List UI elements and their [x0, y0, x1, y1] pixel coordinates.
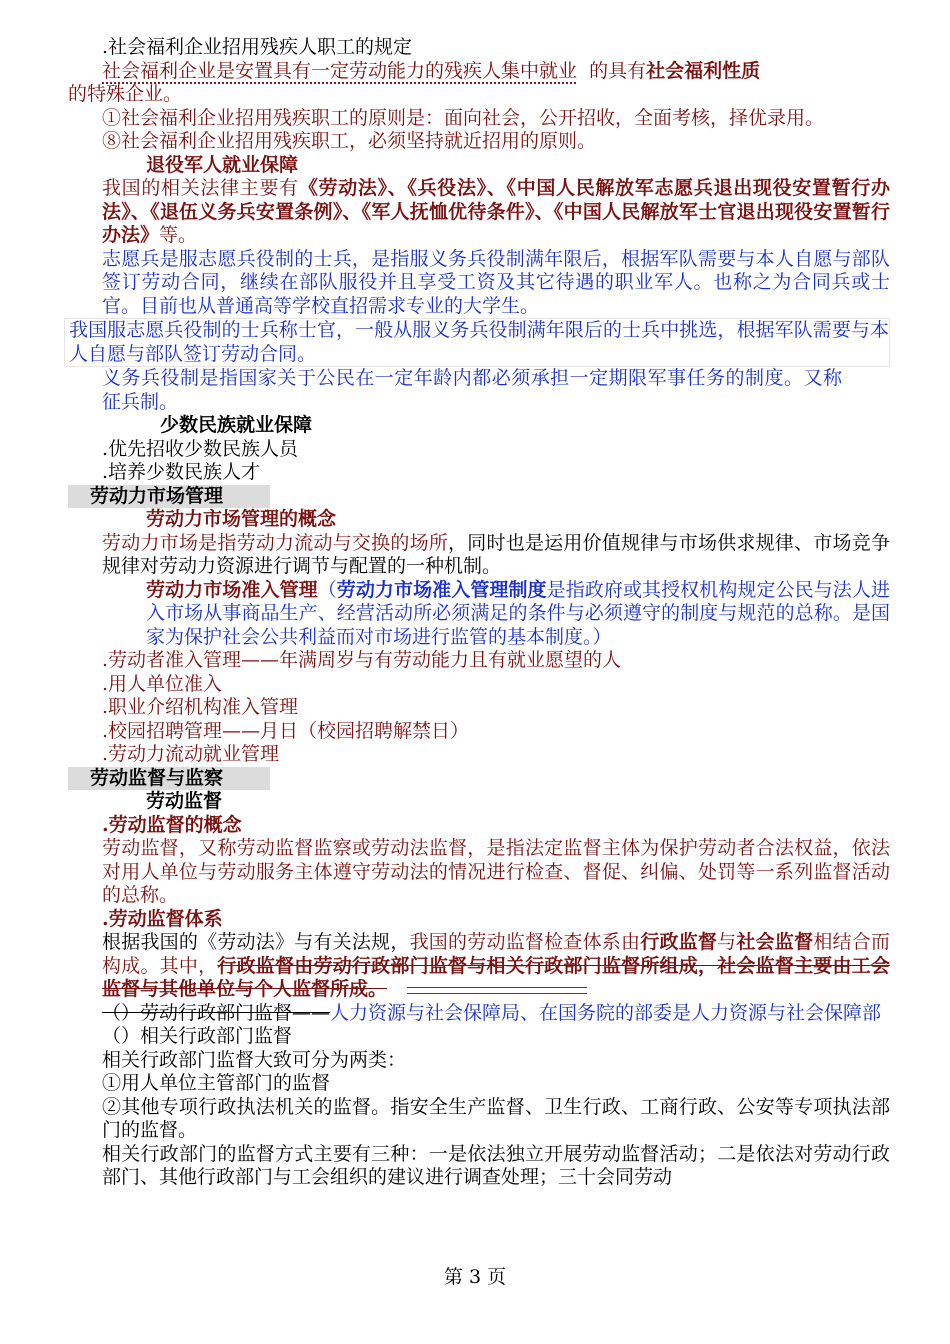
- line-worker-access: .劳动者准入管理——年满周岁与有劳动能力且有就业愿望的人: [102, 649, 622, 671]
- para-veteran-laws: 我国的相关法律主要有《劳动法》、《兵役法》、《中国人民解放军志愿兵退出现役安置暂行办法》、《退伍义务兵安置条例》、《军人抚恤优待条件》、《中国人民解放军士官退出现役安置暂行办法》等。: [102, 177, 890, 246]
- para-labor-market-definition: 劳动力市场是指劳动力流动与交换的场所，同时也是运用价值规律与市场供求规律、市场竞争规律对劳动力资源进行调节与配置的一种机制。: [102, 531, 890, 577]
- para-supervision-system: 根据我国的《劳动法》与有关法规，我国的劳动监督检查体系由行政监督与社会监督相结合而构成。其中，行政监督由劳动行政部门监督与相关行政部门监督所组成，社会监督主要由工会监督与其他单位与个人监督所成。: [102, 931, 890, 1000]
- heading-labor-supervision: 劳动监督: [146, 790, 223, 812]
- para-nearby-hiring: ⑧社会福利企业招用残疾职工，必须坚持就近招用的原则。: [102, 130, 597, 152]
- heading-minorities: 少数民族就业保障: [160, 414, 313, 436]
- document-page: [68, 36, 890, 1190]
- para-conscription: 义务兵役制是指国家关于公民在一定年龄内都必须承担一定期限军事任务的制度。又称征兵制。: [102, 367, 842, 413]
- line-agency-access: .职业介绍机构准入管理: [102, 696, 299, 718]
- section-bar-labor-market: 劳动力市场管理: [68, 485, 270, 509]
- line-employer-dept: ①用人单位主管部门的监督: [102, 1072, 331, 1094]
- para-labor-admin: （）劳动行政部门监督——人力资源与社会保障局、在国务院的部委是人力资源与社会保障部: [102, 1001, 882, 1024]
- para-special-enforcement: ②其他专项行政执法机关的监督。指安全生产监督、卫生行政、工商行政、公安等专项执法部门的监督。: [102, 1095, 890, 1141]
- line-campus-recruit: .校园招聘管理——月日（校园招聘解禁日）: [102, 719, 470, 742]
- double-rule: [407, 987, 587, 994]
- line-employer-access: .用人单位准入: [102, 672, 223, 695]
- line-two-types: 相关行政部门监督大致可分为两类：: [102, 1048, 407, 1071]
- para-market-access: 劳动力市场准入管理（劳动力市场准入管理制度是指政府或其授权机构规定公民与法人进入市场从事商品生产、经营活动所必须满足的条件与必须遵守的制度与规范的总称。是国家为保护社会公共利益而对市场进行监管的基本制度。）: [146, 578, 890, 648]
- line-related-admin: （）相关行政部门监督: [102, 1025, 293, 1047]
- line-welfare-title: .社会福利企业招用残疾人职工的规定: [102, 36, 413, 58]
- heading-supervision-concept: .劳动监督的概念: [102, 813, 242, 836]
- para-supervision-definition: 劳动监督，又称劳动监督监察或劳动法监督，是指法定监督主体为保护劳动者合法权益，依法对用人单位与劳动服务主体遵守劳动法的情况进行检查、督促、纠偏、处罚等一系列监督活动的总称。: [102, 837, 890, 906]
- para-welfare-enterprise: 社会福利企业是安置具有一定劳动能力的残疾人集中就业 的具有社会福利性质 的特殊企业。: [68, 59, 761, 105]
- line-minority-priority: .优先招收少数民族人员: [102, 437, 299, 460]
- line-mobility: .劳动力流动就业管理: [102, 743, 280, 765]
- page-number: 第 3 页: [443, 1266, 507, 1288]
- para-volunteer-soldier: 志愿兵是服志愿兵役制的士兵，是指服义务兵役制满年限后，根据军队需要与本人自愿与部队签订劳动合同，继续在部队服役并且享受工资及其它待遇的职业军人。也称之为合同兵或士官。目前也从普通高等学校直招需求专业的大学生。: [102, 247, 890, 317]
- line-minority-training: .培养少数民族人才: [102, 461, 261, 483]
- heading-labor-market-concept: 劳动力市场管理的概念: [146, 508, 337, 530]
- para-sergeant: 我国服志愿兵役制的士兵称士官，一般从服义务兵役制满年限后的士兵中挑选，根据军队需要与本人自愿与部队签订劳动合同。: [64, 318, 890, 367]
- para-three-methods: 相关行政部门的监督方式主要有三种：一是依法独立开展劳动监督活动；二是依法对劳动行政部门、其他行政部门与工会组织的建议进行调查处理；三十会同劳动: [102, 1142, 890, 1188]
- section-bar-supervision: 劳动监督与监察: [68, 767, 270, 791]
- para-hiring-principle: ①社会福利企业招用残疾职工的原则是：面向社会，公开招收，全面考核，择优录用。: [102, 106, 825, 129]
- heading-veterans: 退役军人就业保障: [146, 153, 299, 176]
- heading-supervision-system: .劳动监督体系: [102, 907, 223, 930]
